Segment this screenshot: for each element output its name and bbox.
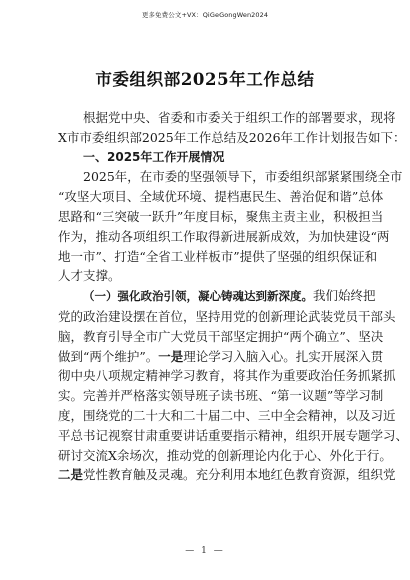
para2-line-7: 度，围绕党的二十大和二十届二中、三中全会精神，以及习近 [58,407,396,423]
para2-line-2: 党的政治建设摆在首位，坚持用党的创新理论武装党员干部头 [58,308,396,324]
page-number: — 1 — [185,546,225,556]
document-body [58,108,409,485]
para1-line-1: 2025年，在市委的坚强领导下，市委组织部紧紧围绕全市 [83,169,403,185]
section-heading: 一、2025年工作开展情况 [83,149,225,164]
para2-line-8: 平总书记视察甘肃重要讲话重要指示精神，组织开展专题学习、 [58,427,409,443]
para2-line-9: 研讨交流X余场次，推动党的创新理论内化于心、外化于行。 [58,447,392,463]
para2-line-4-start: 做到“两个维护”。 [58,348,159,364]
para1-line-2: “攻坚大项目、全域优环境、提档惠民生、善治促和谐”总体 [58,189,384,205]
para2-line-1 [58,286,376,307]
para2-line-10-rest: 党性教育触及灵魂。充分利用本地红色教育资源，组织党 [83,467,396,483]
para2-line-4 [58,347,384,367]
para2-line-5: 彻中央八项规定精神学习教育，将其作为重要政治任务抓紧抓 [58,368,396,384]
para2-line-3: 脑，教育引导全市广大党员干部坚定拥护“两个确立”、坚决 [58,328,384,344]
para2-line-1-rest: 我们始终把 [313,288,376,304]
para2-line-6: 实。完善并严格落实领导班子读书班、“第一议题”等学习制 [58,388,384,404]
point-one-marker: 一是 [158,348,184,364]
para1-line-5: 地一市”、打造“全省工业样板市”提供了坚强的组织保证和 [58,248,378,264]
point-two-marker: 二是 [58,467,84,483]
intro-line-1: 根据党中央、省委和市委关于组织工作的部署要求，现将 [83,110,396,125]
para2-line-4-rest: 理论学习入脑入心。扎实开展深入贯 [183,348,384,364]
para1-line-6: 人才支撑。 [58,268,121,284]
para2-line-10 [58,465,396,485]
subsection-heading: （一）强化政治引领，凝心铸魂达到新深度。 [83,289,313,304]
para1-line-3: 思路和“三突破一跃升”年度目标，聚焦主责主业，积极担当 [58,208,384,224]
header-note: 更多免费公文+VX：QiGeGongWen2024 [141,11,269,19]
document-title: 市委组织部2025年工作总结 [95,70,315,89]
para1-line-4: 作为，推动各项组织工作取得新进展新成效，为加快建设“两 [58,228,390,244]
intro-line-2: X市市委组织部2025年工作总结及2026年工作计划报告如下： [58,129,406,145]
